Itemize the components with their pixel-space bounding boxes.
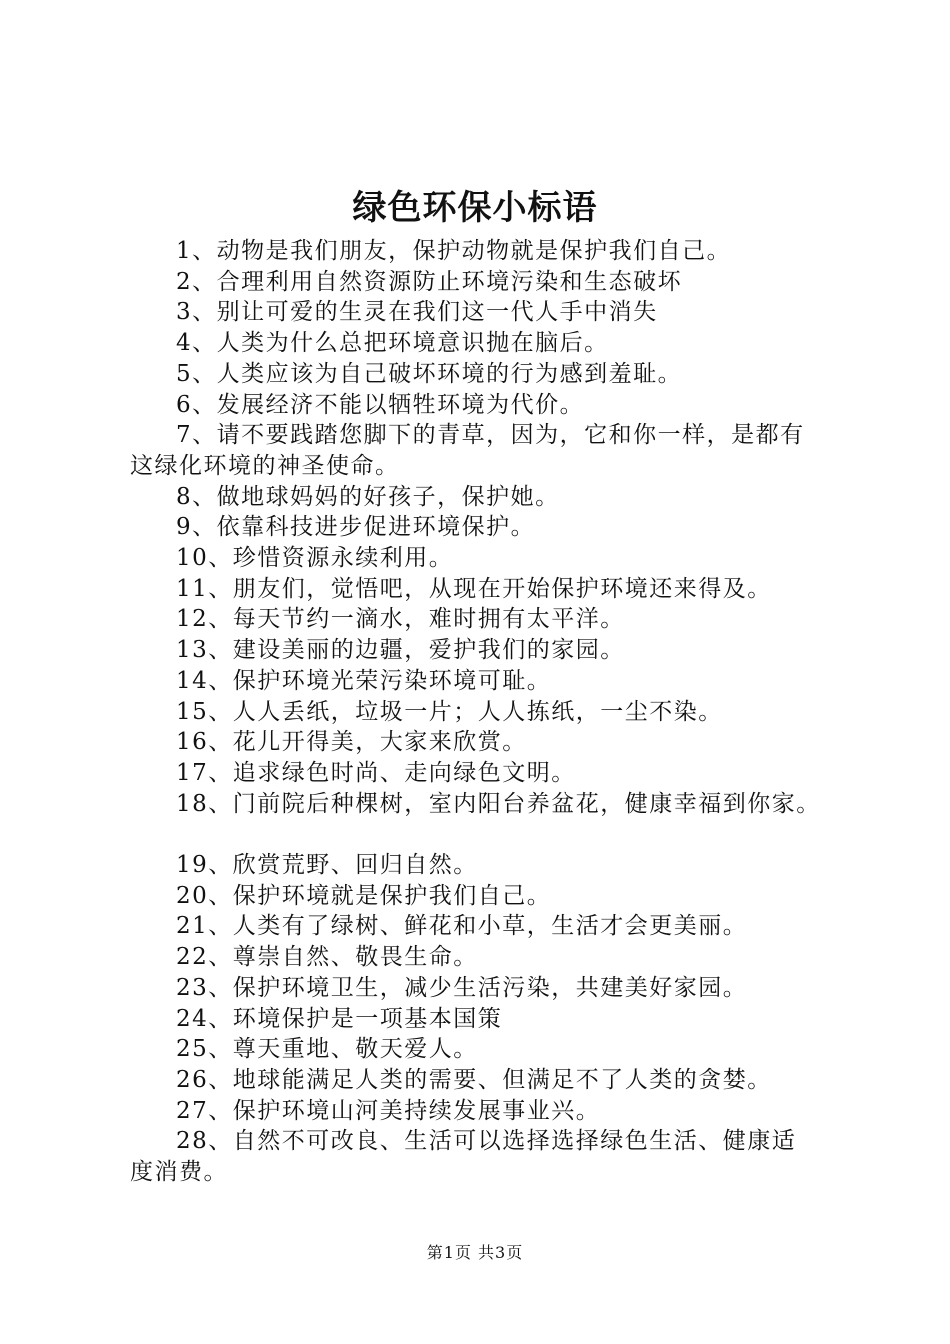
list-item: 17、追求绿色时尚、走向绿色文明。: [176, 759, 576, 786]
list-item: 25、尊天重地、敬天爱人。: [176, 1036, 478, 1063]
list-item: 8、做地球妈妈的好孩子，保护她。: [176, 483, 560, 510]
list-item: 6、发展经济不能以牺牲环境为代价。: [176, 391, 585, 418]
list-item: 26、地球能满足人类的需要、但满足不了人类的贪婪。: [176, 1066, 772, 1093]
list-item: 11、朋友们，觉悟吧，从现在开始保护环境还来得及。: [176, 575, 772, 602]
list-item: 18、门前院后种棵树，室内阳台养盆花，健康幸福到你家。: [176, 790, 821, 817]
list-item: 23、保护环境卫生，减少生活污染，共建美好家园。: [176, 974, 748, 1001]
blank-line: [130, 819, 850, 850]
list-item: 5、人类应该为自己破坏环境的行为感到羞耻。: [176, 360, 683, 387]
list-item: 16、花儿开得美，大家来欣赏。: [176, 729, 527, 756]
list-item: 19、欣赏荒野、回归自然。: [176, 852, 478, 879]
list-item-continuation: 这绿化环境的神圣使命。: [130, 452, 400, 479]
slogan-list: [130, 236, 850, 1188]
document-title: 绿色环保小标语: [352, 188, 598, 228]
list-item-continuation: 度消费。: [130, 1159, 228, 1186]
list-item: 3、别让可爱的生灵在我们这一代人手中消失: [176, 299, 658, 326]
list-item: 21、人类有了绿树、鲜花和小草，生活才会更美丽。: [176, 913, 748, 940]
list-item: 9、依靠科技进步促进环境保护。: [176, 514, 536, 541]
list-item: 20、保护环境就是保护我们自己。: [176, 882, 552, 909]
list-item: 13、建设美丽的边疆，爱护我们的家园。: [176, 637, 625, 664]
list-item: 14、保护环境光荣污染环境可耻。: [176, 667, 552, 694]
list-item: 15、人人丢纸，垃圾一片；人人拣纸，一尘不染。: [176, 698, 723, 725]
list-item: 7、请不要践踏您脚下的青草，因为，它和你一样，是都有: [176, 422, 805, 449]
list-item: 12、每天节约一滴水，难时拥有太平洋。: [176, 606, 625, 633]
list-item: 4、人类为什么总把环境意识抛在脑后。: [176, 330, 609, 357]
page-footer: 第1页 共3页: [426, 1243, 524, 1262]
list-item: 1、动物是我们朋友，保护动物就是保护我们自己。: [176, 238, 732, 264]
list-item: 2、合理利用自然资源防止环境污染和生态破坏: [176, 268, 683, 295]
list-item: 24、环境保护是一项基本国策: [176, 1005, 503, 1032]
list-item: 27、保护环境山河美持续发展事业兴。: [176, 1097, 601, 1124]
list-item: 22、尊崇自然、敬畏生命。: [176, 944, 478, 971]
list-item: 28、自然不可改良、生活可以选择选择绿色生活、健康适: [176, 1128, 797, 1155]
list-item: 10、珍惜资源永续利用。: [176, 545, 454, 572]
